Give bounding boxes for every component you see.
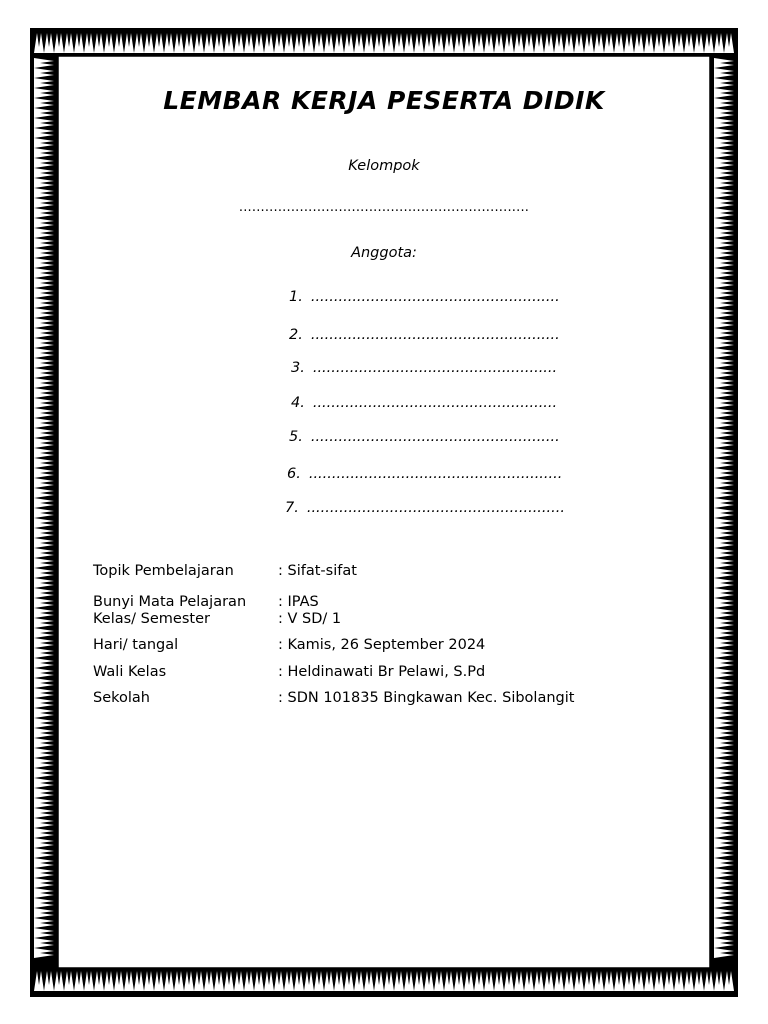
info-value: : Heldinawati Br Pelawi, S.Pd: [278, 664, 486, 680]
info-label: Sekolah: [93, 690, 150, 706]
member-item-6: [287, 466, 562, 482]
page-title: LEMBAR KERJA PESERTA DIDIK: [163, 86, 605, 115]
member-item-5: [289, 429, 560, 445]
member-blank-line: .......................................................: [308, 466, 563, 482]
info-label: Hari/ tangal: [93, 637, 179, 653]
member-number: 5.: [289, 429, 303, 445]
worksheet-page: [58, 56, 710, 968]
anggota-label: Anggota:: [351, 245, 417, 261]
member-number: 4.: [291, 395, 305, 411]
member-number: 3.: [291, 360, 305, 376]
member-blank-line: .....................................................: [312, 395, 558, 411]
info-label: Wali Kelas: [93, 664, 167, 680]
info-label: Kelas/ Semester: [93, 611, 210, 627]
info-value: : IPAS: [278, 594, 319, 610]
member-number: 7.: [285, 500, 299, 516]
member-item-4: [291, 395, 557, 411]
info-label: Bunyi Mata Pelajaran: [93, 594, 247, 610]
member-number: 2.: [289, 327, 303, 343]
info-label: Topik Pembelajaran: [93, 563, 234, 579]
member-blank-line: ......................................................: [310, 429, 560, 445]
info-value: : V SD/ 1: [278, 611, 342, 627]
kelompok-label: Kelompok: [348, 158, 420, 174]
member-item-1: [289, 289, 560, 305]
member-number: 6.: [287, 466, 301, 482]
member-blank-line: ........................................................: [306, 500, 565, 516]
member-number: 1.: [289, 289, 303, 305]
info-value: : Sifat-sifat: [278, 563, 357, 579]
member-item-3: [291, 360, 557, 376]
member-item-7: [285, 500, 565, 516]
member-item-2: [289, 327, 560, 343]
member-blank-line: ......................................................: [310, 289, 560, 305]
member-blank-line: .....................................................: [312, 360, 558, 376]
info-value: : SDN 101835 Bingkawan Kec. Sibolangit: [278, 690, 575, 706]
member-blank-line: ......................................................: [310, 327, 560, 343]
kelompok-blank-line: ...................................................................: [238, 200, 530, 215]
info-value: : Kamis, 26 September 2024: [278, 637, 486, 653]
